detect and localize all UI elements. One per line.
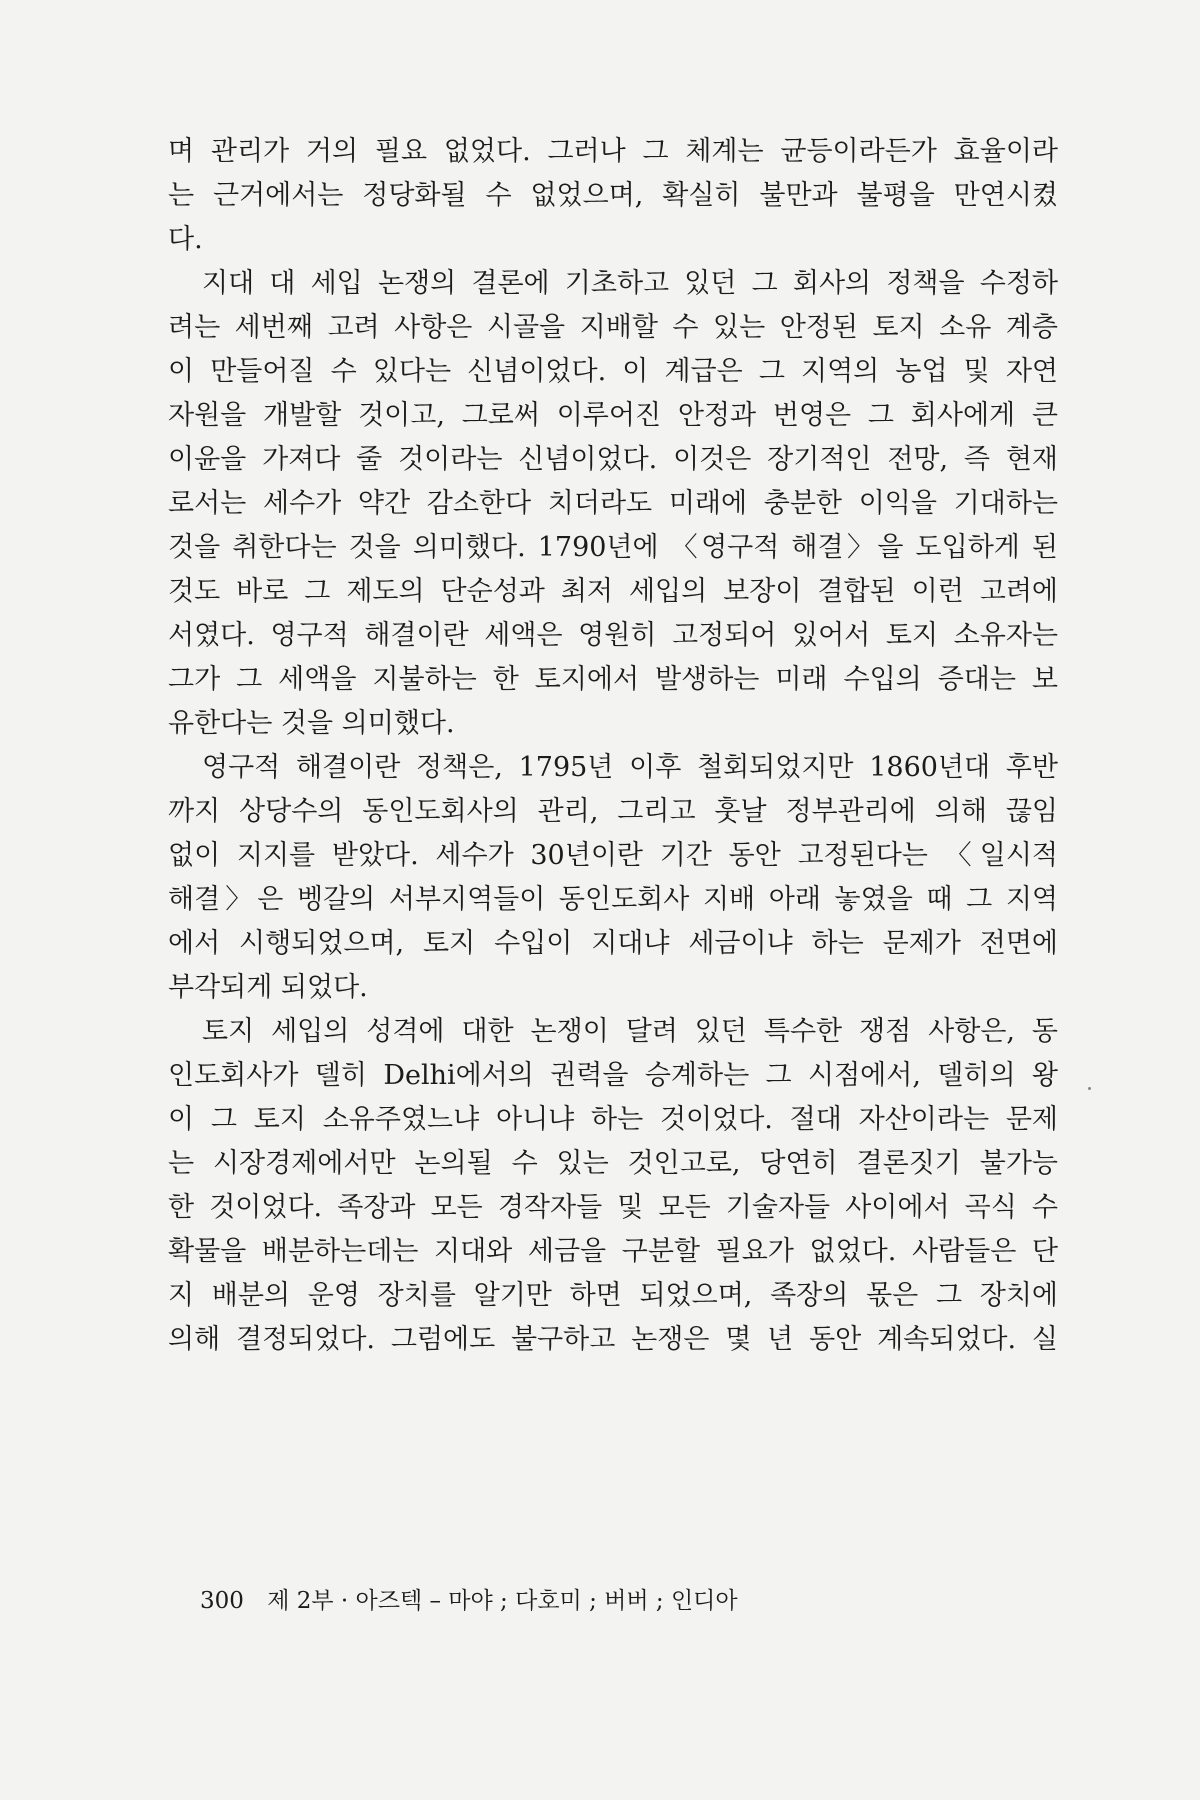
text-line: 유한다는 것을 의미했다. (168, 708, 455, 739)
text-line: 인도회사가 델히 Delhi에서의 권력을 승계하는 그 시점에서, 델히의 왕 (168, 1060, 1058, 1091)
text-line: 다. (168, 224, 203, 255)
text-line: 지대 대 세입 논쟁의 결론에 기초하고 있던 그 회사의 정책을 수정하 (202, 268, 1058, 299)
text-line: 는 근거에서는 정당화될 수 없었으며, 확실히 불만과 불평을 만연시켰 (168, 180, 1058, 211)
text-line: 까지 상당수의 동인도회사의 관리, 그리고 훗날 정부관리에 의해 끊임 (168, 796, 1058, 827)
text-line: 는 시장경제에서만 논의될 수 있는 것인고로, 당연히 결론짓기 불가능 (168, 1148, 1058, 1179)
text-line: 이 만들어질 수 있다는 신념이었다. 이 계급은 그 지역의 농업 및 자연 (168, 356, 1058, 387)
text-line: 해결〉은 벵갈의 서부지역들이 동인도회사 지배 아래 놓였을 때 그 지역 (168, 884, 1058, 915)
text-line: 영구적 해결이란 정책은, 1795년 이후 철회되었지만 1860년대 후반 (202, 752, 1058, 783)
scan-speck (1088, 1087, 1091, 1090)
text-line: 서였다. 영구적 해결이란 세액은 영원히 고정되어 있어서 토지 소유자는 (168, 620, 1058, 651)
text-line: 려는 세번째 고려 사항은 시골을 지배할 수 있는 안정된 토지 소유 계층 (168, 312, 1058, 343)
text-line: 한 것이었다. 족장과 모든 경작자들 및 모든 기술자들 사이에서 곡식 수 (168, 1192, 1058, 1223)
text-line: 것도 바로 그 제도의 단순성과 최저 세입의 보장이 결합된 이런 고려에 (168, 576, 1058, 607)
page-footer (200, 1582, 738, 1615)
text-line: 이윤을 가져다 줄 것이라는 신념이었다. 이것은 장기적인 전망, 즉 현재 (168, 444, 1058, 475)
text-line: 그가 그 세액을 지불하는 한 토지에서 발생하는 미래 수입의 증대는 보 (168, 664, 1058, 695)
text-line: 이 그 토지 소유주였느냐 아니냐 하는 것이었다. 절대 자산이라는 문제 (168, 1104, 1058, 1135)
text-line: 의해 결정되었다. 그럼에도 불구하고 논쟁은 몇 년 동안 계속되었다. 실 (168, 1324, 1058, 1355)
running-head: 제 2부 · 아즈텍 – 마야 ; 다호미 ; 버버 ; 인디아 (267, 1588, 738, 1614)
text-line: 부각되게 되었다. (168, 972, 368, 1003)
page-number: 300 (200, 1588, 244, 1614)
text-line: 지 배분의 운영 장치를 알기만 하면 되었으며, 족장의 몫은 그 장치에 (168, 1280, 1058, 1311)
text-line: 에서 시행되었으며, 토지 수입이 지대냐 세금이냐 하는 문제가 전면에 (168, 928, 1058, 959)
text-line: 확물을 배분하는데는 지대와 세금을 구분할 필요가 없었다. 사람들은 단 (168, 1236, 1058, 1267)
text-line: 자원을 개발할 것이고, 그로써 이루어진 안정과 번영은 그 회사에게 큰 (168, 400, 1058, 431)
text-line: 로서는 세수가 약간 감소한다 치더라도 미래에 충분한 이익을 기대하는 (168, 488, 1058, 519)
text-line: 토지 세입의 성격에 대한 논쟁이 달려 있던 특수한 쟁점 사항은, 동 (202, 1016, 1058, 1047)
text-line: 없이 지지를 받았다. 세수가 30년이란 기간 동안 고정된다는 〈일시적 (168, 840, 1058, 871)
body-text (168, 130, 1058, 1362)
text-line: 것을 취한다는 것을 의미했다. 1790년에 〈영구적 해결〉을 도입하게 된 (168, 532, 1058, 563)
text-line: 며 관리가 거의 필요 없었다. 그러나 그 체계는 균등이라든가 효율이라 (168, 136, 1058, 167)
